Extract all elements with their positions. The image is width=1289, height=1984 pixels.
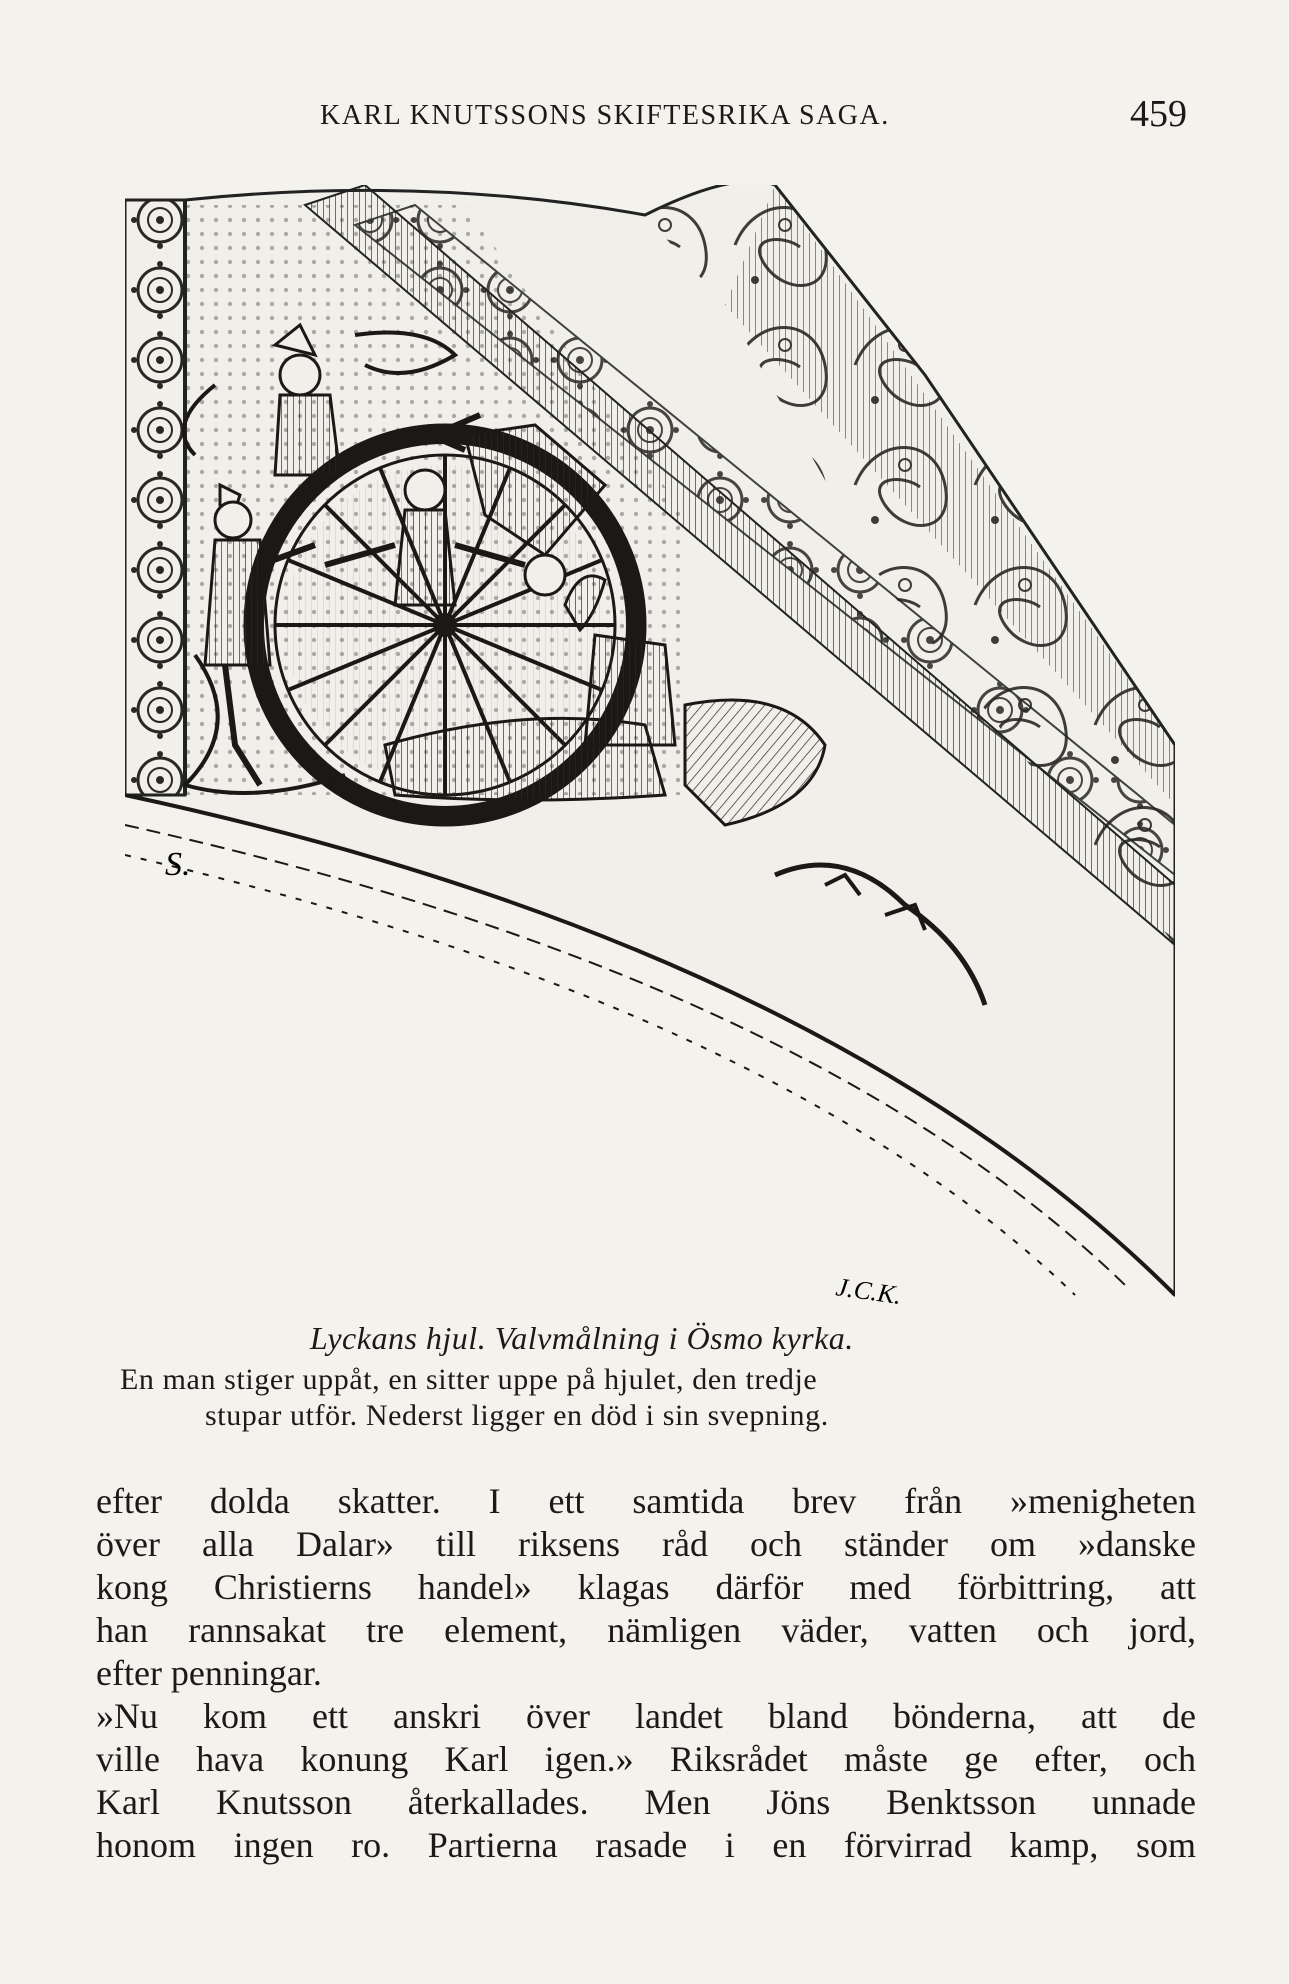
text-line: efter penningar. [96,1653,322,1693]
text-line: honom ingen ro. Partierna rasade i en förvirrad kamp, som [96,1825,1196,1865]
text-line: ville hava konung Karl igen.» Riksrådet måste ge efter, och [96,1739,1196,1779]
text-line: han rannsakat tre element, nämligen väder, vatten och jord, [96,1610,1196,1650]
text-line: Karl Knutsson återkallades. Men Jöns Benktsson unnade [96,1782,1196,1822]
page-number: 459 [1130,93,1187,135]
caption-title: Lyckans hjul. Valvmålning i Ösmo kyrka. [310,1320,854,1356]
text-line: kong Christierns handel» klagas därför med förbittring, att [96,1567,1196,1607]
signature-right: J.C.K. [834,1272,904,1311]
text-line: efter dolda skatter. I ett samtida brev från »menigheten [96,1481,1196,1521]
wheel-of-fortune-engraving [125,185,1175,1315]
caption-line: stupar utför. Nederst ligger en död i sin svepning. [205,1399,829,1432]
text-line: »Nu kom ett anskri över landet bland bönderna, att de [96,1696,1196,1736]
running-head: KARL KNUTSSONS SKIFTESRIKA SAGA. [320,100,890,131]
body-text [96,1480,1196,1867]
caption-line: En man stiger uppåt, en sitter uppe på hjulet, den tredje [120,1363,818,1396]
caption [120,1362,1180,1434]
signature-left: S. [165,846,191,883]
text-line: över alla Dalar» till riksens råd och ständer om »danske [96,1524,1196,1564]
